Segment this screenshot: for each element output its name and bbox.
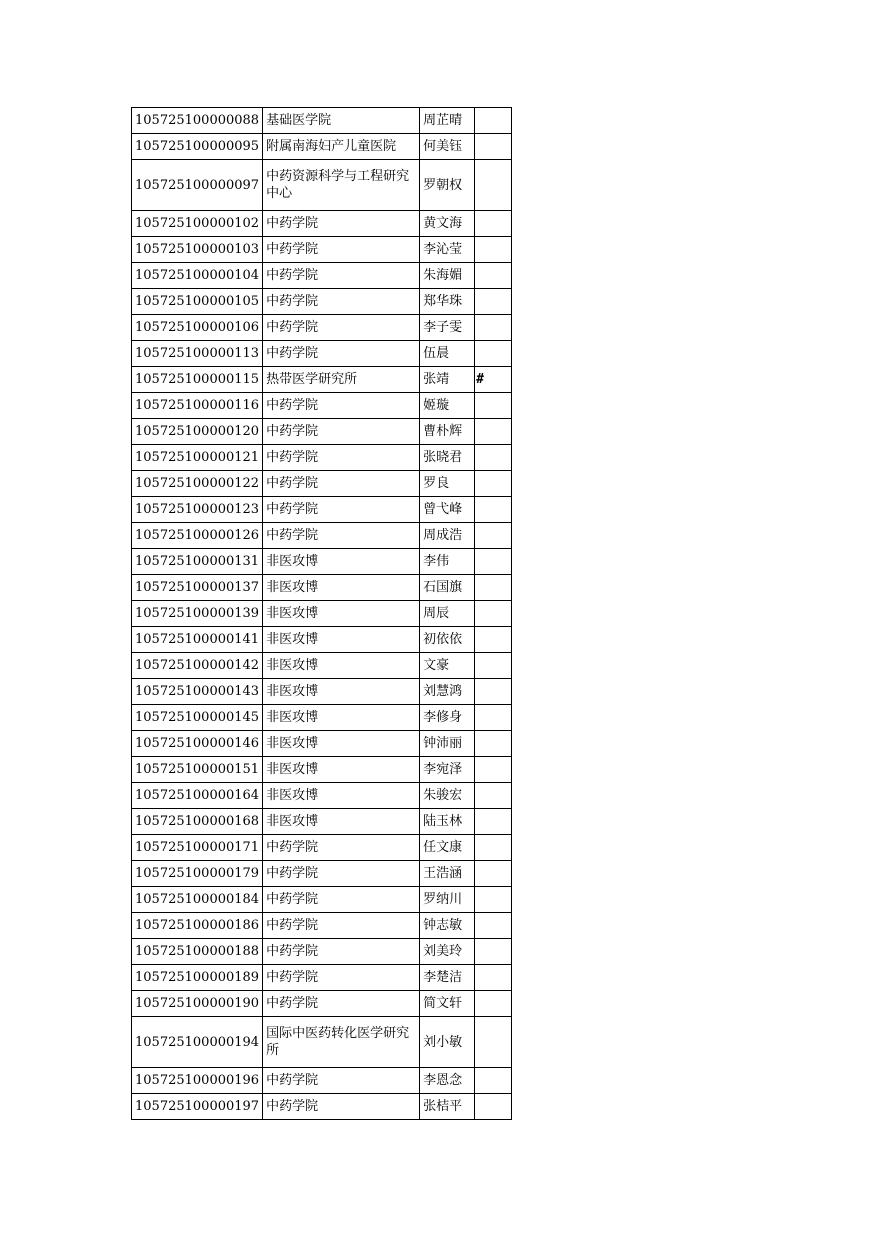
mark-cell — [475, 835, 512, 861]
exam-id-cell: 105725100000145 — [132, 705, 263, 731]
department-cell: 中药学院 — [263, 419, 420, 445]
department-cell: 热带医学研究所 — [263, 367, 420, 393]
mark-cell — [475, 315, 512, 341]
exam-id-cell: 105725100000151 — [132, 757, 263, 783]
exam-id-cell: 105725100000184 — [132, 887, 263, 913]
student-name-cell: 姬璇 — [420, 393, 475, 419]
exam-id-cell: 105725100000146 — [132, 731, 263, 757]
exam-id-cell: 105725100000171 — [132, 835, 263, 861]
table-row — [132, 471, 512, 497]
exam-id-cell: 105725100000186 — [132, 913, 263, 939]
student-name-cell: 刘美玲 — [420, 939, 475, 965]
student-name-cell: 李伟 — [420, 549, 475, 575]
department-cell: 国际中医药转化医学研究所 — [263, 1017, 420, 1068]
table-row — [132, 1068, 512, 1094]
table-row — [132, 705, 512, 731]
table-row — [132, 108, 512, 134]
department-cell: 非医攻博 — [263, 549, 420, 575]
exam-id-cell: 105725100000179 — [132, 861, 263, 887]
exam-id-cell: 105725100000189 — [132, 965, 263, 991]
mark-cell — [475, 523, 512, 549]
student-name-cell: 罗纳川 — [420, 887, 475, 913]
table-row — [132, 731, 512, 757]
mark-cell — [475, 419, 512, 445]
exam-id-cell: 105725100000105 — [132, 289, 263, 315]
mark-cell — [475, 341, 512, 367]
department-cell: 中药学院 — [263, 913, 420, 939]
table-row — [132, 835, 512, 861]
exam-id-cell: 105725100000106 — [132, 315, 263, 341]
table-row — [132, 965, 512, 991]
mark-cell — [475, 237, 512, 263]
department-cell: 中药资源科学与工程研究中心 — [263, 160, 420, 211]
mark-cell — [475, 705, 512, 731]
department-cell: 中药学院 — [263, 1094, 420, 1120]
student-name-cell: 周辰 — [420, 601, 475, 627]
department-cell: 中药学院 — [263, 497, 420, 523]
mark-cell — [475, 627, 512, 653]
department-cell: 中药学院 — [263, 445, 420, 471]
student-name-cell: 周成浩 — [420, 523, 475, 549]
table-row — [132, 653, 512, 679]
table-row — [132, 1017, 512, 1068]
department-cell: 非医攻博 — [263, 757, 420, 783]
student-list-table — [131, 107, 512, 1120]
mark-cell — [475, 1017, 512, 1068]
student-name-cell: 周芷晴 — [420, 108, 475, 134]
mark-cell — [475, 497, 512, 523]
table-row — [132, 211, 512, 237]
student-name-cell: 钟沛丽 — [420, 731, 475, 757]
department-cell: 中药学院 — [263, 211, 420, 237]
mark-cell — [475, 160, 512, 211]
exam-id-cell: 105725100000103 — [132, 237, 263, 263]
department-cell: 附属南海妇产儿童医院 — [263, 134, 420, 160]
table-row — [132, 783, 512, 809]
exam-id-cell: 105725100000088 — [132, 108, 263, 134]
department-cell: 非医攻博 — [263, 653, 420, 679]
department-cell: 中药学院 — [263, 939, 420, 965]
table-row — [132, 237, 512, 263]
student-name-cell: 曾弋峰 — [420, 497, 475, 523]
student-name-cell: 李子雯 — [420, 315, 475, 341]
mark-cell — [475, 549, 512, 575]
department-cell: 基础医学院 — [263, 108, 420, 134]
student-name-cell: 黄文海 — [420, 211, 475, 237]
table-row — [132, 134, 512, 160]
table-row — [132, 939, 512, 965]
mark-cell — [475, 263, 512, 289]
table-row — [132, 575, 512, 601]
table-row — [132, 757, 512, 783]
table-row — [132, 341, 512, 367]
student-name-cell: 李恩念 — [420, 1068, 475, 1094]
department-cell: 中药学院 — [263, 315, 420, 341]
table-row — [132, 523, 512, 549]
exam-id-cell: 105725100000197 — [132, 1094, 263, 1120]
mark-cell — [475, 809, 512, 835]
table-row — [132, 861, 512, 887]
student-name-cell: 朱海媚 — [420, 263, 475, 289]
table-row — [132, 991, 512, 1017]
mark-cell — [475, 134, 512, 160]
department-cell: 非医攻博 — [263, 809, 420, 835]
department-cell: 非医攻博 — [263, 679, 420, 705]
mark-cell — [475, 991, 512, 1017]
student-name-cell: 朱骏宏 — [420, 783, 475, 809]
student-name-cell: 李沁莹 — [420, 237, 475, 263]
table-row — [132, 1094, 512, 1120]
student-name-cell: 李修身 — [420, 705, 475, 731]
department-cell: 中药学院 — [263, 887, 420, 913]
table-row — [132, 315, 512, 341]
exam-id-cell: 105725100000095 — [132, 134, 263, 160]
exam-id-cell: 105725100000126 — [132, 523, 263, 549]
department-cell: 中药学院 — [263, 965, 420, 991]
table-row — [132, 160, 512, 211]
mark-cell — [475, 445, 512, 471]
table-row — [132, 809, 512, 835]
student-name-cell: 曹朴辉 — [420, 419, 475, 445]
mark-cell — [475, 1068, 512, 1094]
student-name-cell: 张晓君 — [420, 445, 475, 471]
mark-cell — [475, 913, 512, 939]
exam-id-cell: 105725100000122 — [132, 471, 263, 497]
department-cell: 非医攻博 — [263, 627, 420, 653]
student-name-cell: 陆玉林 — [420, 809, 475, 835]
table-row — [132, 367, 512, 393]
student-name-cell: 罗良 — [420, 471, 475, 497]
department-cell: 中药学院 — [263, 471, 420, 497]
student-name-cell: 罗朝权 — [420, 160, 475, 211]
exam-id-cell: 105725100000102 — [132, 211, 263, 237]
department-cell: 中药学院 — [263, 523, 420, 549]
department-cell: 中药学院 — [263, 263, 420, 289]
table-row — [132, 497, 512, 523]
table-row — [132, 445, 512, 471]
table-row — [132, 601, 512, 627]
table-row — [132, 549, 512, 575]
mark-cell — [475, 211, 512, 237]
table-row — [132, 289, 512, 315]
department-cell: 非医攻博 — [263, 783, 420, 809]
exam-id-cell: 105725100000116 — [132, 393, 263, 419]
student-name-cell: 李楚洁 — [420, 965, 475, 991]
department-cell: 非医攻博 — [263, 601, 420, 627]
exam-id-cell: 105725100000190 — [132, 991, 263, 1017]
mark-cell — [475, 965, 512, 991]
exam-id-cell: 105725100000113 — [132, 341, 263, 367]
mark-cell — [475, 939, 512, 965]
department-cell: 中药学院 — [263, 991, 420, 1017]
table-row — [132, 887, 512, 913]
mark-cell — [475, 289, 512, 315]
mark-cell — [475, 1094, 512, 1120]
mark-cell — [475, 601, 512, 627]
exam-id-cell: 105725100000120 — [132, 419, 263, 445]
exam-id-cell: 105725100000141 — [132, 627, 263, 653]
exam-id-cell: 105725100000194 — [132, 1017, 263, 1068]
mark-cell — [475, 679, 512, 705]
department-cell: 非医攻博 — [263, 575, 420, 601]
student-name-cell: 刘慧鸿 — [420, 679, 475, 705]
table-row — [132, 419, 512, 445]
department-cell: 中药学院 — [263, 861, 420, 887]
student-name-cell: 李宛泽 — [420, 757, 475, 783]
department-cell: 中药学院 — [263, 289, 420, 315]
exam-id-cell: 105725100000137 — [132, 575, 263, 601]
student-name-cell: 刘小敏 — [420, 1017, 475, 1068]
exam-id-cell: 105725100000168 — [132, 809, 263, 835]
mark-cell — [475, 861, 512, 887]
exam-id-cell: 105725100000164 — [132, 783, 263, 809]
table-row — [132, 393, 512, 419]
department-cell: 中药学院 — [263, 1068, 420, 1094]
student-name-cell: 张桔平 — [420, 1094, 475, 1120]
department-cell: 中药学院 — [263, 393, 420, 419]
table-row — [132, 679, 512, 705]
student-name-cell: 石国旗 — [420, 575, 475, 601]
department-cell: 中药学院 — [263, 237, 420, 263]
mark-cell — [475, 393, 512, 419]
exam-id-cell: 105725100000104 — [132, 263, 263, 289]
mark-cell — [475, 575, 512, 601]
table-row — [132, 627, 512, 653]
student-name-cell: 张靖 — [420, 367, 475, 393]
exam-id-cell: 105725100000196 — [132, 1068, 263, 1094]
student-name-cell: 文豪 — [420, 653, 475, 679]
exam-id-cell: 105725100000131 — [132, 549, 263, 575]
exam-id-cell: 105725100000188 — [132, 939, 263, 965]
department-cell: 中药学院 — [263, 341, 420, 367]
exam-id-cell: 105725100000139 — [132, 601, 263, 627]
mark-cell — [475, 471, 512, 497]
student-name-cell: 何美钰 — [420, 134, 475, 160]
mark-cell — [475, 731, 512, 757]
student-name-cell: 任文康 — [420, 835, 475, 861]
exam-id-cell: 105725100000123 — [132, 497, 263, 523]
mark-cell — [475, 653, 512, 679]
exam-id-cell: 105725100000115 — [132, 367, 263, 393]
table-row — [132, 913, 512, 939]
exam-id-cell: 105725100000121 — [132, 445, 263, 471]
department-cell: 非医攻博 — [263, 731, 420, 757]
student-name-cell: 郑华珠 — [420, 289, 475, 315]
student-name-cell: 简文轩 — [420, 991, 475, 1017]
exam-id-cell: 105725100000142 — [132, 653, 263, 679]
student-name-cell: 钟志敏 — [420, 913, 475, 939]
department-cell: 中药学院 — [263, 835, 420, 861]
mark-cell: # — [475, 367, 512, 393]
student-name-cell: 王浩涵 — [420, 861, 475, 887]
mark-cell — [475, 887, 512, 913]
student-name-cell: 伍晨 — [420, 341, 475, 367]
mark-cell — [475, 108, 512, 134]
table-row — [132, 263, 512, 289]
mark-cell — [475, 757, 512, 783]
exam-id-cell: 105725100000143 — [132, 679, 263, 705]
department-cell: 非医攻博 — [263, 705, 420, 731]
mark-cell — [475, 783, 512, 809]
exam-id-cell: 105725100000097 — [132, 160, 263, 211]
table-body — [132, 108, 512, 1120]
student-name-cell: 初依依 — [420, 627, 475, 653]
